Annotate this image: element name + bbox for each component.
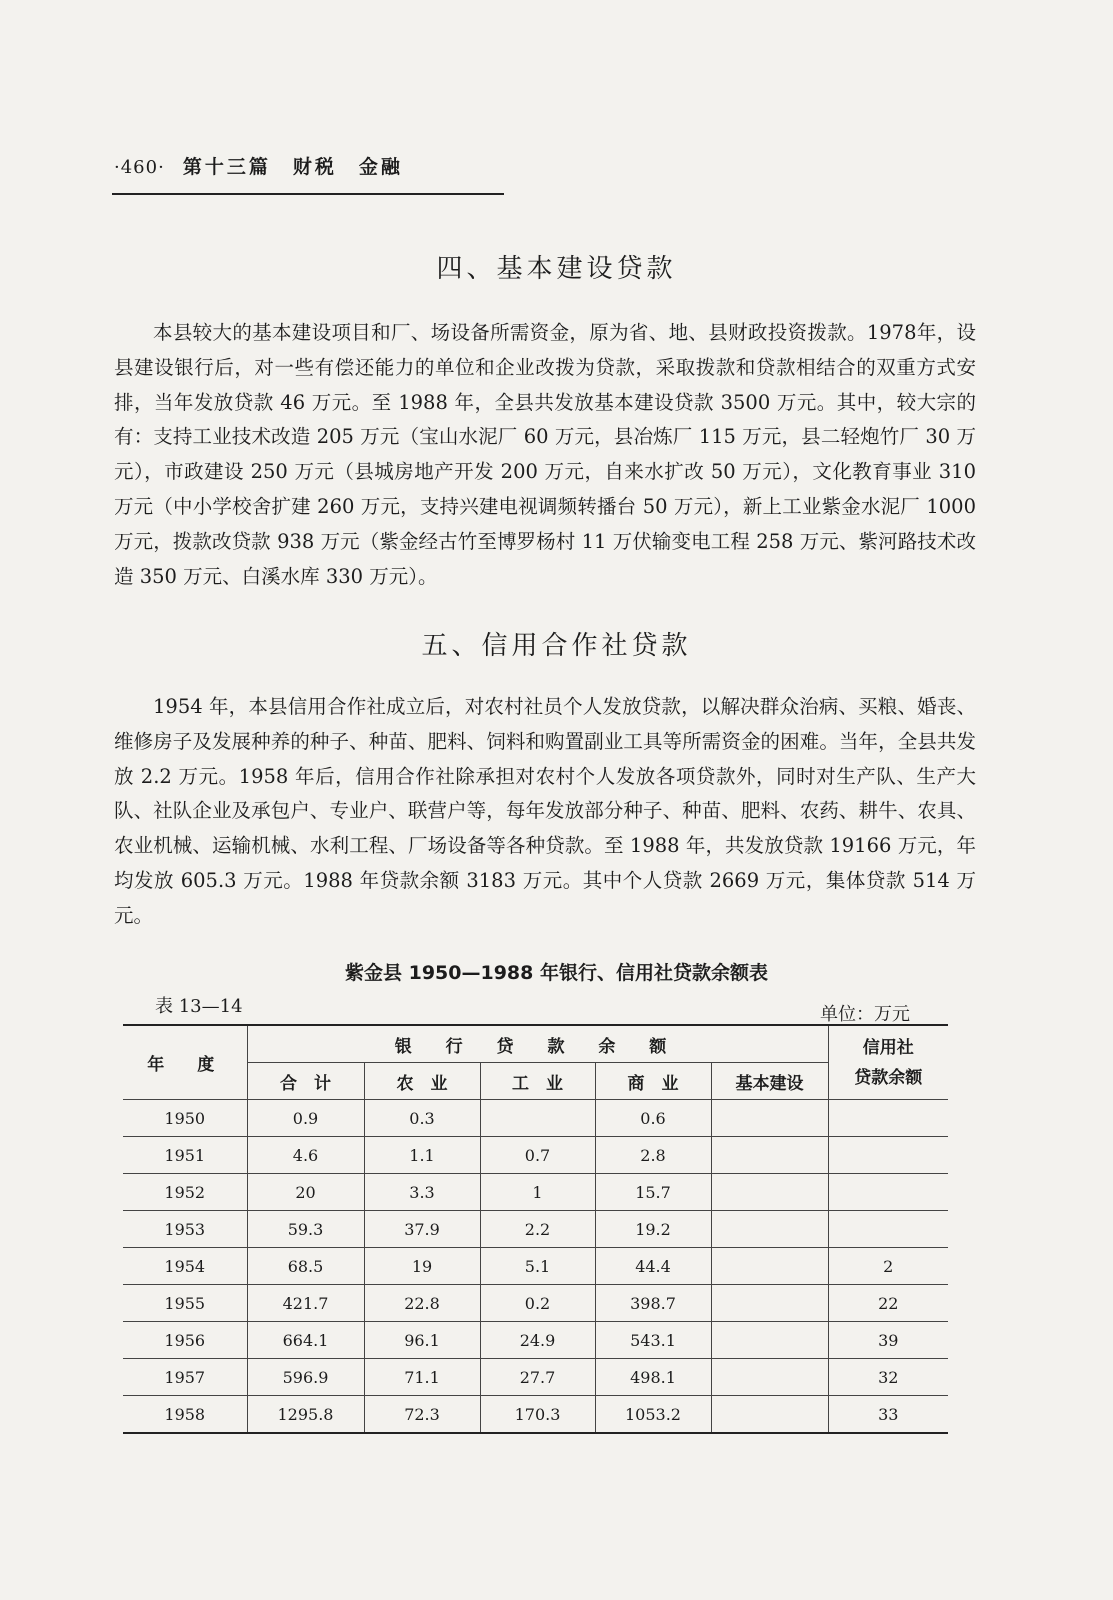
cell-credit-coop: 2: [828, 1248, 948, 1285]
header-bank-loans: 银 行 贷 款 余 额: [247, 1025, 828, 1063]
cell-agriculture: 96.1: [364, 1322, 480, 1359]
cell-year: 1951: [123, 1137, 247, 1174]
cell-credit-coop: 22: [828, 1285, 948, 1322]
table-number: 表 13—14: [155, 996, 243, 1017]
table-row: [123, 1137, 948, 1174]
cell-agriculture: 72.3: [364, 1396, 480, 1434]
header-rule: [112, 193, 504, 195]
cell-commerce: 498.1: [595, 1359, 711, 1396]
cell-year: 1956: [123, 1322, 247, 1359]
cell-total: 4.6: [247, 1137, 364, 1174]
cell-total: 0.9: [247, 1100, 364, 1137]
cell-total: 59.3: [247, 1211, 364, 1248]
header-credit-coop: 信用社 贷款余额: [828, 1025, 948, 1100]
header-industry: 工 业: [480, 1063, 595, 1100]
cell-year: 1954: [123, 1248, 247, 1285]
chapter-title: 第十三篇 财税 金融: [182, 156, 403, 178]
paragraph-construction-loans: 本县较大的基本建设项目和厂、场设备所需资金，原为省、地、县财政投资拨款。1978年，设县建设银行后，对一些有偿还能力的单位和企业改拨为贷款，采取拨款和贷款相结合的双重方式安排，当年发放贷款 46 万元。至 1988 年，全县共发放基本建设贷款 3500 万元。其中，较大宗的有：支持工业技术改造 205 万元（宝山水泥厂 60 万元，县冶炼厂 115 万元，县二轻炮竹厂 30 万元），市政建设 250 万元（县城房地产开发 200 万元，自来水扩改 50 万元），文化教育事业 310 万元（中小学校舍扩建 260 万元，支持兴建电视调频转播台 50 万元），新上工业紫金水泥厂 1000 万元，拨款改贷款 938 万元（紫金经古竹至博罗杨村 11 万伏输变电工程 258 万元、紫河路技术改造 350 万元、白溪水库 330 万元）。: [114, 321, 976, 588]
cell-year: 1957: [123, 1359, 247, 1396]
cell-construction: [711, 1174, 828, 1211]
cell-construction: [711, 1211, 828, 1248]
cell-commerce: 19.2: [595, 1211, 711, 1248]
running-header: [114, 152, 504, 179]
cell-industry: 0.2: [480, 1285, 595, 1322]
loan-balance-table: [123, 1024, 948, 1434]
cell-agriculture: 3.3: [364, 1174, 480, 1211]
cell-agriculture: 0.3: [364, 1100, 480, 1137]
cell-total: 596.9: [247, 1359, 364, 1396]
paragraph-credit-coop-loans: 1954 年，本县信用合作社成立后，对农村社员个人发放贷款，以解决群众治病、买粮、婚丧、维修房子及发展种养的种子、种苗、肥料、饲料和购置副业工具等所需资金的困难。当年，全县共发放 2.2 万元。1958 年后，信用合作社除承担对农村个人发放各项贷款外，同时对生产队、生产大队、社队企业及承包户、专业户、联营户等，每年发放部分种子、种苗、肥料、农药、耕牛、农具、农业机械、运输机械、水利工程、厂场设备等各种贷款。至 1988 年，共发放贷款 19166 万元，年均发放 605.3 万元。1988 年贷款余额 3183 万元。其中个人贷款 2669 万元，集体贷款 514 万元。: [114, 695, 976, 927]
cell-construction: [711, 1322, 828, 1359]
cell-agriculture: 37.9: [364, 1211, 480, 1248]
cell-total: 664.1: [247, 1322, 364, 1359]
cell-industry: 170.3: [480, 1396, 595, 1434]
cell-commerce: 15.7: [595, 1174, 711, 1211]
cell-agriculture: 1.1: [364, 1137, 480, 1174]
cell-total: 421.7: [247, 1285, 364, 1322]
cell-total: 1295.8: [247, 1396, 364, 1434]
table-row: [123, 1359, 948, 1396]
cell-credit-coop: [828, 1100, 948, 1137]
cell-credit-coop: [828, 1211, 948, 1248]
cell-industry: 5.1: [480, 1248, 595, 1285]
cell-industry: 0.7: [480, 1137, 595, 1174]
cell-credit-coop: 32: [828, 1359, 948, 1396]
cell-credit-coop: 39: [828, 1322, 948, 1359]
cell-agriculture: 22.8: [364, 1285, 480, 1322]
table-row: [123, 1100, 948, 1137]
cell-total: 68.5: [247, 1248, 364, 1285]
header-construction: 基本建设: [711, 1063, 828, 1100]
cell-credit-coop: [828, 1137, 948, 1174]
cell-year: 1958: [123, 1396, 247, 1434]
cell-credit-coop: 33: [828, 1396, 948, 1434]
cell-industry: 1: [480, 1174, 595, 1211]
cell-year: 1953: [123, 1211, 247, 1248]
cell-agriculture: 19: [364, 1248, 480, 1285]
cell-total: 20: [247, 1174, 364, 1211]
cell-construction: [711, 1396, 828, 1434]
cell-year: 1952: [123, 1174, 247, 1211]
cell-year: 1955: [123, 1285, 247, 1322]
table-row: [123, 1285, 948, 1322]
cell-year: 1950: [123, 1100, 247, 1137]
cell-construction: [711, 1248, 828, 1285]
header-year: 年 度: [123, 1025, 247, 1100]
header-commerce: 商 业: [595, 1063, 711, 1100]
header-total: 合 计: [247, 1063, 364, 1100]
table-row: [123, 1396, 948, 1434]
cell-industry: 2.2: [480, 1211, 595, 1248]
cell-commerce: 2.8: [595, 1137, 711, 1174]
cell-agriculture: 71.1: [364, 1359, 480, 1396]
cell-commerce: 1053.2: [595, 1396, 711, 1434]
cell-construction: [711, 1285, 828, 1322]
table-row: [123, 1248, 948, 1285]
cell-commerce: 44.4: [595, 1248, 711, 1285]
page-number: ·460·: [114, 157, 165, 178]
table-row: [123, 1211, 948, 1248]
cell-industry: 27.7: [480, 1359, 595, 1396]
cell-commerce: 543.1: [595, 1322, 711, 1359]
cell-construction: [711, 1100, 828, 1137]
header-agriculture: 农 业: [364, 1063, 480, 1100]
table-row: [123, 1322, 948, 1359]
cell-commerce: 0.6: [595, 1100, 711, 1137]
cell-industry: 24.9: [480, 1322, 595, 1359]
cell-industry: [480, 1100, 595, 1137]
cell-commerce: 398.7: [595, 1285, 711, 1322]
table-caption: 紫金县 1950—1988 年银行、信用社贷款余额表: [345, 962, 768, 984]
cell-construction: [711, 1359, 828, 1396]
table-unit: 单位：万元: [820, 1004, 910, 1025]
section-title-construction-loans: 四、基本建设贷款: [436, 254, 677, 284]
cell-construction: [711, 1137, 828, 1174]
cell-credit-coop: [828, 1174, 948, 1211]
table-row: [123, 1174, 948, 1211]
section-title-credit-coop-loans: 五、信用合作社贷款: [421, 631, 692, 661]
